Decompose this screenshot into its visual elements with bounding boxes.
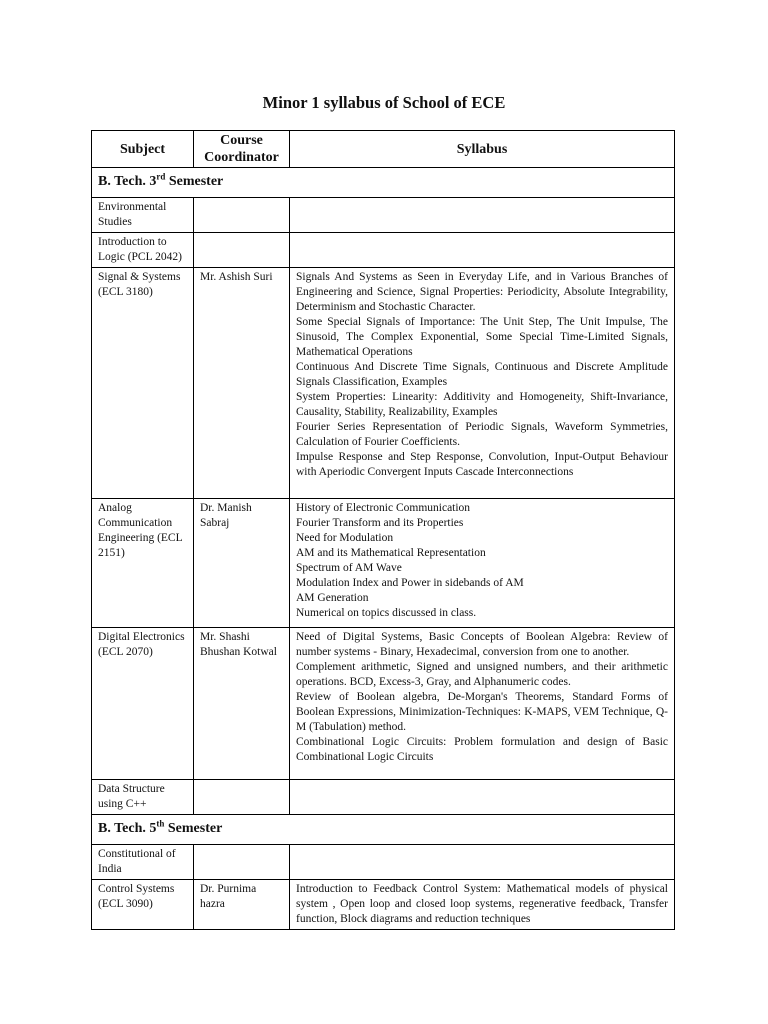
header-coordinator: Course Coordinator [194, 131, 290, 168]
syllabus-line: System Properties: Linearity: Additivity and Homogeneity, Shift-Invariance, Causality, Stability, Realizability, Examples [296, 391, 668, 418]
syllabus-line: AM Generation [296, 592, 369, 604]
table-row [92, 628, 675, 780]
syllabus-cell [290, 845, 675, 880]
semester-heading-5 [92, 815, 675, 845]
header-subject: Subject [92, 131, 194, 168]
coordinator-cell: Mr. Shashi Bhushan Kotwal [194, 628, 290, 780]
header-syllabus: Syllabus [290, 131, 675, 168]
syllabus-line: Numerical on topics discussed in class. [296, 607, 477, 619]
syllabus-line: Continuous And Discrete Time Signals, Continuous and Discrete Amplitude Signals Classification, Examples [296, 361, 668, 388]
syllabus-line: Combinational Logic Circuits: Problem formulation and design of Basic Combinational Logic Circuits [296, 736, 668, 763]
semester-heading-3 [92, 168, 675, 198]
syllabus-line: History of Electronic Communication [296, 502, 471, 514]
syllabus-cell [290, 233, 675, 268]
subject-cell: Introduction to Logic (PCL 2042) [92, 233, 194, 268]
syllabus-line: Modulation Index and Power in sidebands of AM [296, 577, 524, 589]
syllabus-table [91, 130, 675, 930]
table-row [92, 499, 675, 628]
table-row [92, 780, 675, 815]
syllabus-line: Spectrum of AM Wave [296, 562, 402, 574]
coordinator-cell [194, 198, 290, 233]
subject-cell: Analog Communication Engineering (ECL 2151) [92, 499, 194, 628]
subject-cell: Digital Electronics (ECL 2070) [92, 628, 194, 780]
syllabus-line: Impulse Response and Step Response, Convolution, Input-Output Behaviour with Aperiodic Convergent Inputs Cascade Interconnections [296, 451, 668, 478]
table-row [92, 268, 675, 499]
semester-label: B. Tech. 5 [98, 821, 157, 836]
subject-cell: Signal & Systems (ECL 3180) [92, 268, 194, 499]
syllabus-cell [290, 628, 675, 780]
coordinator-cell [194, 233, 290, 268]
semester-suffix: Semester [164, 821, 223, 836]
syllabus-cell [290, 780, 675, 815]
semester-heading-cell [92, 168, 675, 198]
coordinator-cell [194, 845, 290, 880]
syllabus-cell [290, 198, 675, 233]
syllabus-line: Need for Modulation [296, 532, 394, 544]
table-row [92, 233, 675, 268]
subject-cell: Constitutional of India [92, 845, 194, 880]
syllabus-line: Fourier Series Representation of Periodic Signals, Waveform Symmetries, Calculation of Fourier Coefficients. [296, 421, 668, 448]
table-header-row [92, 131, 675, 168]
syllabus-cell [290, 499, 675, 628]
semester-suffix: Semester [165, 174, 224, 189]
coordinator-cell: Dr. Manish Sabraj [194, 499, 290, 628]
syllabus-line: Need of Digital Systems, Basic Concepts of Boolean Algebra: Review of number systems - Binary, Hexadecimal, conversion from one to another. [296, 631, 668, 658]
syllabus-cell [290, 268, 675, 499]
coordinator-cell: Dr. Purnima hazra [194, 880, 290, 930]
table-row [92, 880, 675, 930]
syllabus-line: Complement arithmetic, Signed and unsigned numbers, and their arithmetic operations. BCD, Excess-3, Gray, and Alphanumeric codes. [296, 661, 668, 688]
semester-label: B. Tech. 3 [98, 174, 157, 189]
table-row [92, 198, 675, 233]
syllabus-line: Fourier Transform and its Properties [296, 517, 464, 529]
table-row [92, 845, 675, 880]
semester-heading-cell [92, 815, 675, 845]
subject-cell: Environmental Studies [92, 198, 194, 233]
coordinator-cell [194, 780, 290, 815]
document-title: Minor 1 syllabus of School of ECE [262, 93, 506, 112]
syllabus-line: Review of Boolean algebra, De-Morgan's Theorems, Standard Forms of Boolean Expressions, Minimization-Techniques: K-MAPS, VEM Technique, Q-M (Tabulation) method. [296, 691, 668, 733]
syllabus-cell [290, 880, 675, 930]
coordinator-cell: Mr. Ashish Suri [194, 268, 290, 499]
semester-ordinal: rd [156, 171, 166, 182]
syllabus-line: Signals And Systems as Seen in Everyday Life, and in Various Branches of Engineering and Science, Signal Properties: Periodicity, Absolute Integrability, Determinism and Stochastic Character. [296, 271, 668, 313]
subject-cell: Control Systems (ECL 3090) [92, 880, 194, 930]
syllabus-line: Introduction to Feedback Control System: Mathematical models of physical system , Open loop and closed loop systems, regenerative feedback, Transfer function, Block diagrams and reduction techniques [296, 883, 668, 925]
semester-ordinal: th [156, 818, 165, 829]
subject-cell: Data Structure using C++ [92, 780, 194, 815]
syllabus-line: AM and its Mathematical Representation [296, 547, 486, 559]
syllabus-line: Some Special Signals of Importance: The Unit Step, The Unit Impulse, The Sinusoid, The Complex Exponential, Some Special Time-Limited Signals, Mathematical Operations [296, 316, 668, 358]
